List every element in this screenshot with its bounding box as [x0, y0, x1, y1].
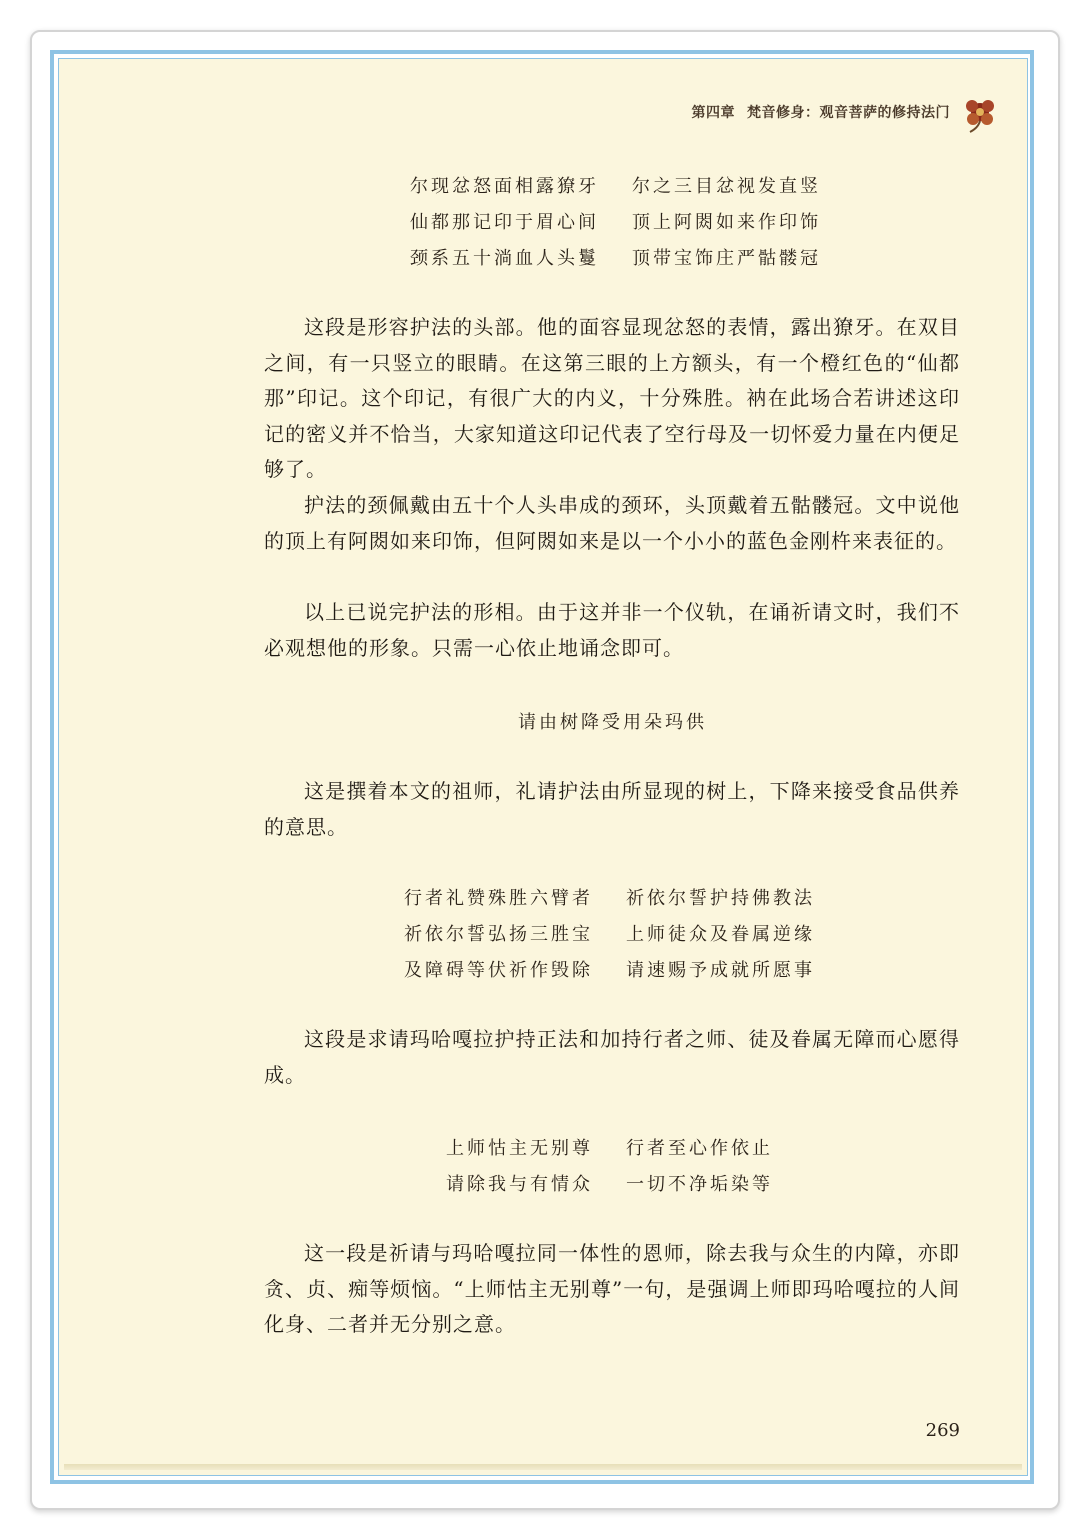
bottom-divider	[64, 1464, 1022, 1470]
verse-right: 行者至心作依止	[626, 1138, 773, 1159]
verse-right: 尔之三目忿视发直竖	[632, 176, 821, 197]
running-header	[692, 102, 951, 122]
verse-left: 及障碍等伏祈作毁除	[404, 960, 593, 981]
verse-right: 一切不净垢染等	[626, 1174, 773, 1195]
chapter-label: 第四章	[691, 105, 735, 121]
verse-right: 顶上阿閦如来作印饰	[632, 212, 821, 233]
verse-right: 顶带宝饰庄严骷髅冠	[632, 248, 821, 269]
commentary-paragraph: 这一段是祈请与玛哈嘎拉同一体性的恩师，除去我与众生的内障，亦即贪、贞、痴等烦恼。“上师怙主无别尊”一句，是强调上师即玛哈嘎拉的人间化身、二者并无分别之意。	[264, 1241, 960, 1336]
commentary-paragraph: 这段是形容护法的头部。他的面容显现忿怒的表情，露出獠牙。在双目之间，有一只竖立的眼睛。在这第三眼的上方额头，有一个橙红色的“仙都那”印记。这个印记，有很广大的内义，十分殊胜。衲在此场合若讲述这印记的密义并不恰当，大家知道这印记代表了空行母及一切怀爱力量在内便足够了。	[264, 315, 960, 481]
verse-right: 上师徒众及眷属逆缘	[626, 924, 815, 945]
verse-left: 上师怙主无别尊	[446, 1138, 593, 1159]
verse-left: 颈系五十淌血人头鬘	[410, 248, 599, 269]
chapter-title: 梵音修身：观音菩萨的修持法门	[747, 105, 950, 121]
verse-left: 祈依尔誓弘扬三胜宝	[404, 924, 593, 945]
verse-left: 尔现忿怒面相露獠牙	[410, 176, 599, 197]
verse-left: 仙都那记印于眉心间	[410, 212, 599, 233]
commentary-paragraph: 护法的颈佩戴由五十个人头串成的颈环，头顶戴着五骷髅冠。文中说他的顶上有阿閦如来印饰，但阿閦如来是以一个小小的蓝色金刚杵来表征的。	[264, 493, 960, 553]
verse-right: 请速赐予成就所愿事	[626, 960, 815, 981]
verse-right: 祈依尔誓护持佛教法	[626, 888, 815, 909]
book-page	[58, 58, 1028, 1476]
commentary-paragraph: 这段是求请玛哈嘎拉护持正法和加持行者之师、徒及眷属无障而心愿得成。	[264, 1027, 960, 1087]
commentary-paragraph: 以上已说完护法的形相。由于这并非一个仪轨，在诵祈请文时，我们不必观想他的形象。只需一心依止地诵念即可。	[264, 600, 960, 660]
verse-title: 请由树降受用朵玛供	[518, 712, 707, 733]
commentary-paragraph: 这是撰着本文的祖师，礼请护法由所显现的树上，下降来接受食品供养的意思。	[264, 779, 960, 839]
page-number: 269	[925, 1420, 960, 1441]
verse-left: 请除我与有情众	[446, 1174, 593, 1195]
verse-left: 行者礼赞殊胜六臂者	[404, 888, 593, 909]
flower-ornament-icon	[960, 94, 1000, 134]
